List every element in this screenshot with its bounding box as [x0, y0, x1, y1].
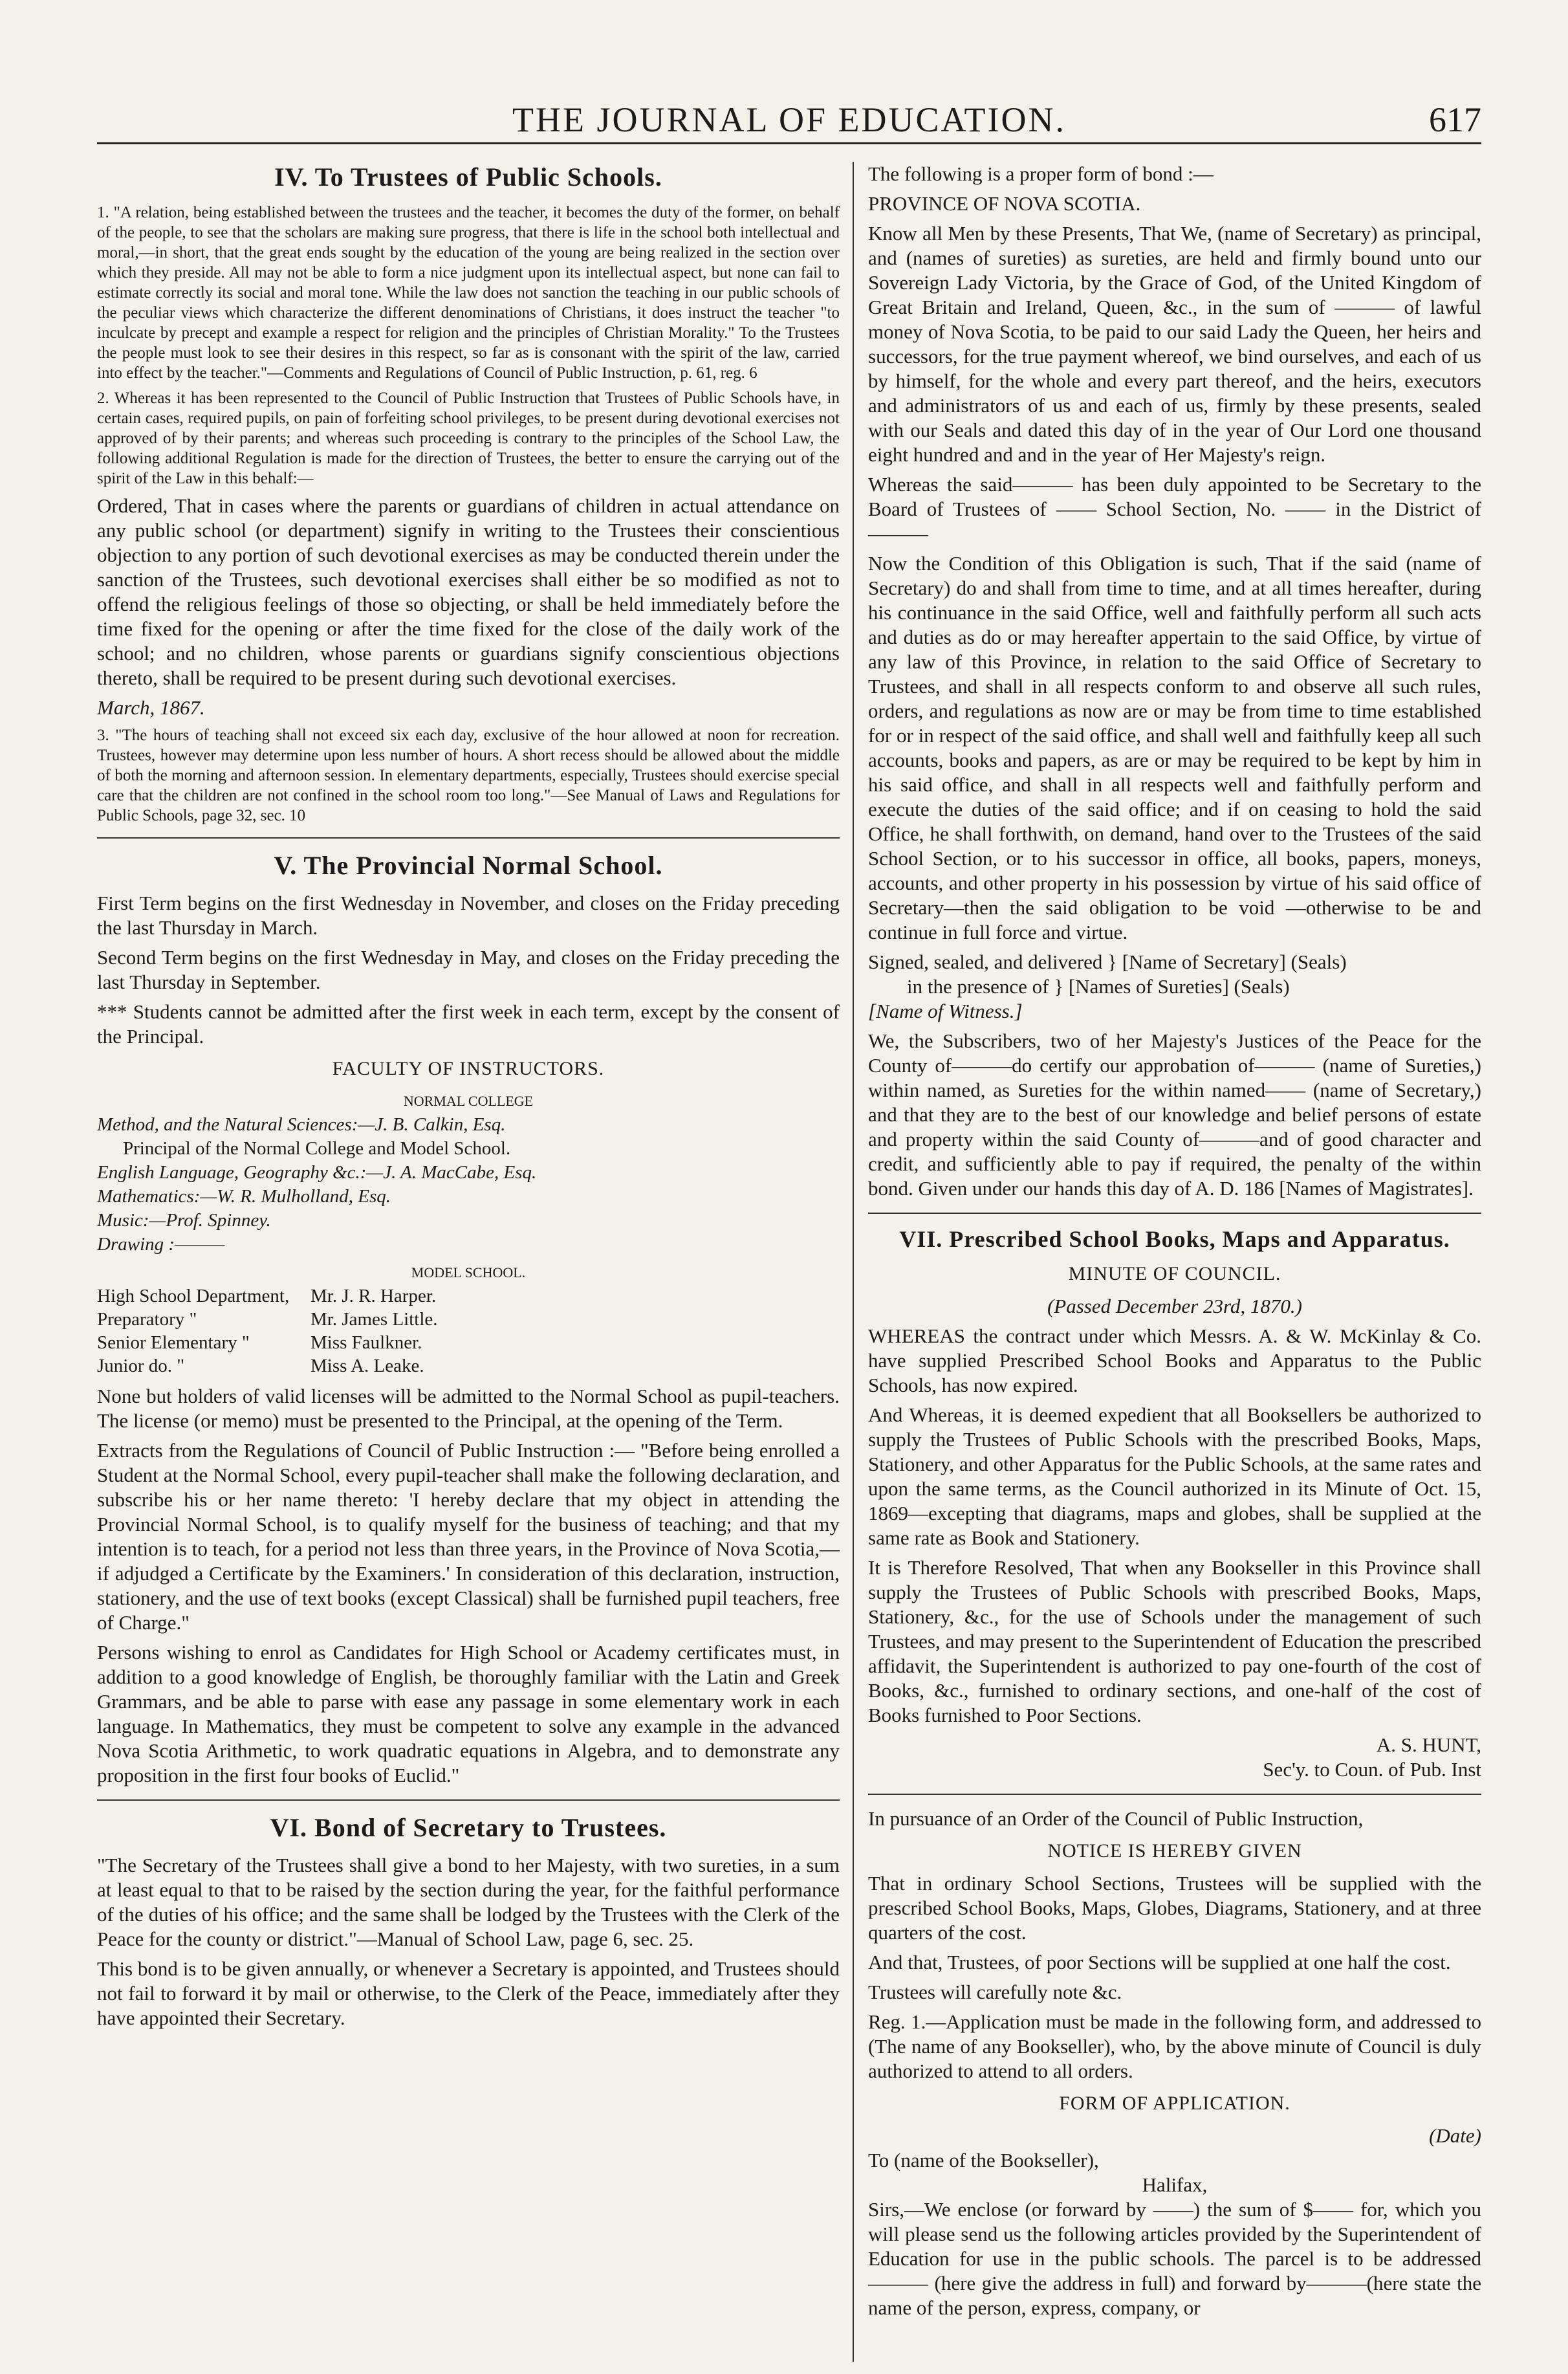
model-row: Preparatory " Mr. James Little. [97, 1309, 438, 1330]
faculty-1b: Principal of the Normal College and Model School. [123, 1138, 511, 1159]
bond-paragraph-2: Whereas the said——— has been duly appointed to be Secretary to the Board of Trustees of —— School Section, No. —— in the District of——— [868, 473, 1481, 545]
signed-line-1: Signed, sealed, and delivered } [Name of Secretary] (Seals) [868, 951, 1347, 973]
notice-paragraph-3: Trustees will carefully note &c. [868, 1981, 1122, 2003]
separator [868, 1213, 1481, 1214]
faculty-3: Mathematics:—W. R. Mulholland, Esq. [97, 1186, 391, 1207]
journal-title: THE JOURNAL OF EDUCATION. [512, 100, 1066, 139]
bond-paragraph-1: Know all Men by these Presents, That We, (name of Secretary) as principal, and (names of sureties) as sureties, are held and firmly bound unto our Sovereign Lady Victoria, by the Grace of God, of the United Kingdom of Great Britain and Ireland, Queen, &c., in the sum of ——— of lawful money of Nova Scotia, to be paid to our said Lady the Queen, her heirs and successors, for the true payment whereof, we bind ourselves, and each of us by himself, for the whole and every part thereof, and the heirs, executors and administrators of us and each of us, firmly by these presents, sealed with our Seals and dated this day of in the year of Our Lord one thousand eight hundred and and in the year of Her Majesty's reign. [868, 222, 1481, 466]
s6-paragraph-1: "The Secretary of the Trustees shall give a bond to her Majesty, with two sureties, in a sum at least equal to that to be raised by the section during the year, for the faithful performance of the duties of his office; and the same shall be lodged by the Trustees with the Clerk of the Peace for the county or district."—Manual of School Law, page 6, sec. 25. [97, 1854, 840, 1950]
s7-paragraph-1: WHEREAS the contract under which Messrs. A. & W. McKinlay & Co. have supplied Prescribed School Books and Apparatus to the Public Schools, has now expired. [868, 1324, 1481, 1396]
form-date: (Date) [1429, 2124, 1481, 2147]
form-to-line: To (name of the Bookseller), [868, 2149, 1099, 2171]
s4-ordered: Ordered, That in cases where the parents or guardians of children in actual attendance on any public school (or department) signify in writing to the Trustees their conscientious objection to any portion of such devotional exercises as may be conducted therein under the sanction of the Trustees, such devotional exercises shall either be so modified as not to offend the religious feelings of those so objecting, or shall be held immediately before the time fixed for the opening or after the time fixed for the close of the daily work of the school; and no children, whose parents or guardians signify conscientious objections thereto, shall be required to be present during such devotional exercises. [97, 494, 840, 689]
column-divider [853, 162, 854, 2362]
pursuance-line: In pursuance of an Order of the Council of Public Instruction, [868, 1807, 1364, 1830]
signed-line-2: in the presence of } [Names of Sureties] (Seals) [907, 975, 1290, 998]
signed-line-3: [Name of Witness.] [868, 1000, 1023, 1022]
model-row: Junior do. " Miss A. Leake. [97, 1356, 424, 1376]
faculty-heading: FACULTY OF INSTRUCTORS. [332, 1058, 605, 1079]
form-halifax: Halifax, [1142, 2173, 1208, 2196]
minute-heading: MINUTE OF COUNCIL. [1068, 1263, 1281, 1284]
s7-paragraph-2: And Whereas, it is deemed expedient that all Booksellers be authorized to supply the Trustees of Public Schools with the prescribed Books, Maps, Stationery, and other Apparatus for the Public Schools, at the same rates and upon the same terms, as the Council authorized in its Minute of Oct. 15, 1869—excepting that diagrams, maps and globes, shall be supplied at the same rate as Book and Stationery. [868, 1403, 1481, 1549]
signature-name: A. S. HUNT, [1376, 1733, 1481, 1756]
s5-second-term: Second Term begins on the first Wednesday in May, and closes on the Friday preceding the last Thursday in September. [97, 946, 840, 993]
signature-title: Sec'y. to Coun. of Pub. Inst [1263, 1758, 1481, 1781]
page-header [97, 97, 1481, 144]
separator [97, 837, 840, 839]
s5-note: *** Students cannot be admitted after the first week in each term, except by the consent of the Principal. [97, 1000, 840, 1048]
page-number: 617 [1429, 100, 1481, 139]
faculty-4: Music:—Prof. Spinney. [97, 1210, 271, 1231]
bond-paragraph-4: We, the Subscribers, two of her Majesty's Justices of the Peace for the County of———do certify our approbation of——— (name of Sureties,) within named, as Sureties for the within named—— (name of Secretary,) and that they are to the best of our knowledge and belief persons of estate and property within the said County of———and of good character and credit, and sufficiently able to pay if required, the penalty of the within bond. Given under our hands this day of A. D. 186 [Names of Magistrates]. [868, 1029, 1481, 1200]
notice-paragraph-4: Reg. 1.—Application must be made in the following form, and addressed to (The name of any Bookseller), who, by the above minute of Council is duly authorized to attend to all orders. [868, 2010, 1481, 2082]
s4-paragraph-2: 2. Whereas it has been represented to the Council of Public Instruction that Trustees of Public Schools have, in certain cases, required pupils, on pain of forfeiting school privileges, to be present during devotional exercises not approved of by their parents; and whereas such proceeding is contrary to the principles of the School Law, the following additional Regulation is made for the direction of Trustees, the better to ensure the carrying out of the spirit of the Law in this behalf:— [97, 390, 840, 487]
model-row: High School Department, Mr. J. R. Harper. [97, 1286, 437, 1306]
s4-paragraph-3: 3. "The hours of teaching shall not exceed six each day, exclusive of the hour allowed at noon for recreation. Trustees, however may determine upon less number of hours. A short recess should be allowed about the middle of both the morning and afternoon session. In elementary departments, especially, Trustees should exercise special care that the children are not confined in the school room too long."—See Manual of Laws and Regulations for Public Schools, page 32, sec. 10 [97, 727, 840, 824]
separator [97, 1799, 840, 1801]
form-sirs: Sirs,—We enclose (or forward by ——) the sum of $—— for, which you will please send us the following articles provided by the Superintendent of Education for use in the public schools. The parcel is to be addressed——— (here give the address in full) and forward by———(here state the name of the person, express, company, or [868, 2198, 1481, 2319]
province-label: PROVINCE OF NOVA SCOTIA. [868, 192, 1141, 215]
notice-paragraph-2: And that, Trustees, of poor Sections will be supplied at one half the cost. [868, 1951, 1451, 1973]
s4-date: March, 1867. [97, 696, 205, 719]
model-row: Senior Elementary " Miss Faulkner. [97, 1332, 422, 1353]
section-vi-heading: VI. Bond of Secretary to Trustees. [270, 1813, 667, 1842]
s4-paragraph-1: 1. "A relation, being established between the trustees and the teacher, it becomes the duty of the former, on behalf of the people, to see that the scholars are making sure progress, that there is life in the school both intellectual and moral,—in short, that the great ends sought by the education of the young are being realized in the section over which they preside. All may not be able to form a nice judgment upon its intellectual aspect, but none can fail to estimate correctly its social and moral tone. While the law does not sanction the teaching in our public schools of the peculiar views which characterize the different denominations of Christians, it does instruct the teacher "to inculcate by precept and example a respect for religion and the principles of Christian Morality." To the Trustees the people must look to see their desires in this respect, so far as is consonant with the spirit of the law, carried into effect by the teacher."—Comments and Regulations of Council of Public Instruction, p. 61, reg. 6 [97, 204, 840, 382]
s5-paragraph-6: Persons wishing to enrol as Candidates for High School or Academy certificates must, in addition to a good knowledge of English, be thoroughly familiar with the Latin and Greek Grammars, and be able to parse with ease any passage in some elementary work in each language. In Mathematics, they must be competent to solve any example in the advanced Nova Scotia Arithmetic, to work quadratic equations in Algebra, and to demonstrate any proposition in the first four books of Euclid." [97, 1641, 840, 1786]
section-v-heading: V. The Provincial Normal School. [274, 851, 663, 880]
section-iv-heading: IV. To Trustees of Public Schools. [274, 162, 662, 192]
notice-heading: NOTICE IS HEREBY GIVEN [1047, 1840, 1302, 1862]
faculty-5: Drawing :——— [97, 1234, 225, 1255]
faculty-1: Method, and the Natural Sciences:—J. B. Calkin, Esq. [97, 1114, 506, 1135]
s7-paragraph-3: It is Therefore Resolved, That when any Bookseller in this Province shall supply the Trustees of Public Schools with prescribed Books, Maps, Stationery, &c., for the use of Schools under the management of such Trustees, and may present to the Superintendent of Education the prescribed affidavit, the Superintendent is authorized to pay one-fourth of the cost of Books, &c., furnished to ordinary sections, and one-half of the cost of Books furnished to Poor Sections. [868, 1556, 1481, 1726]
right-column [868, 162, 1481, 2325]
bond-paragraph-3: Now the Condition of this Obligation is such, That if the said (name of Secretary) do and shall from time to time, and at all times hereafter, during his continuance in the said Office, well and faithfully perform all such acts and duties as do or may hereafter appertain to the said Office, by virtue of any law of this Province, in relation to the said Office of Secretary to Trustees, and shall in all respects conform to and observe all such rules, orders, and regulations as now are or may be from time to time established for or in respect of the said office, and shall well and faithfully keep all such accounts, books and papers, as are or may be required to be kept by him in his said office, and shall in all respects well and faithfully perform and execute the duties of the said office; and if on ceasing to hold the said Office, he shall forthwith, on demand, hand over to the Trustees of the said School Section, or to his successor in office, all books, papers, moneys, accounts, and other property in his possession by virtue of his said office of Secretary—then the said obligation to be void —otherwise to be and continue in full force and virtue. [868, 552, 1481, 943]
left-column [97, 162, 840, 2036]
form-heading: FORM OF APPLICATION. [1059, 2093, 1290, 2114]
s5-first-term: First Term begins on the first Wednesday in November, and closes on the Friday preceding the last Thursday in March. [97, 892, 840, 939]
section-vii-heading: VII. Prescribed School Books, Maps and Apparatus. [899, 1226, 1450, 1252]
s5-paragraph-5: Extracts from the Regulations of Council of Public Instruction :— "Before being enrolled a Student at the Normal School, every pupil-teacher shall make the following declaration, and subscribe his or her name thereto: 'I hereby declare that my object in attending the Provincial Normal School, is to qualify myself for the business of teaching; and that my intention is to teach, for a period not less than three years, in the Province of Nova Scotia,—if adjudged a Certificate by the Examiners.' In consideration of this declaration, instruction, stationery, and the use of text books (except Classical) shall be furnished pupil teachers, free of Charge." [97, 1439, 840, 1634]
normal-college-label: NORMAL COLLEGE [403, 1093, 534, 1109]
s5-paragraph-4: None but holders of valid licenses will be admitted to the Normal School as pupil-teachers. The license (or memo) must be presented to the Principal, at the opening of the Term. [97, 1385, 840, 1432]
bond-intro: The following is a proper form of bond :— [868, 162, 1214, 185]
notice-paragraph-1: That in ordinary School Sections, Trustees will be supplied with the prescribed School Books, Maps, Globes, Diagrams, Stationery, and at three quarters of the cost. [868, 1872, 1481, 1944]
s6-paragraph-2: This bond is to be given annually, or whenever a Secretary is appointed, and Trustees should not fail to forward it by mail or otherwise, to the Clerk of the Peace, immediately after they have appointed their Secretary. [97, 1957, 840, 2029]
faculty-2: English Language, Geography &c.:—J. A. MacCabe, Esq. [97, 1162, 537, 1183]
passed-date: (Passed December 23rd, 1870.) [1047, 1295, 1302, 1317]
model-school-label: MODEL SCHOOL. [411, 1264, 526, 1280]
separator [868, 1794, 1481, 1795]
